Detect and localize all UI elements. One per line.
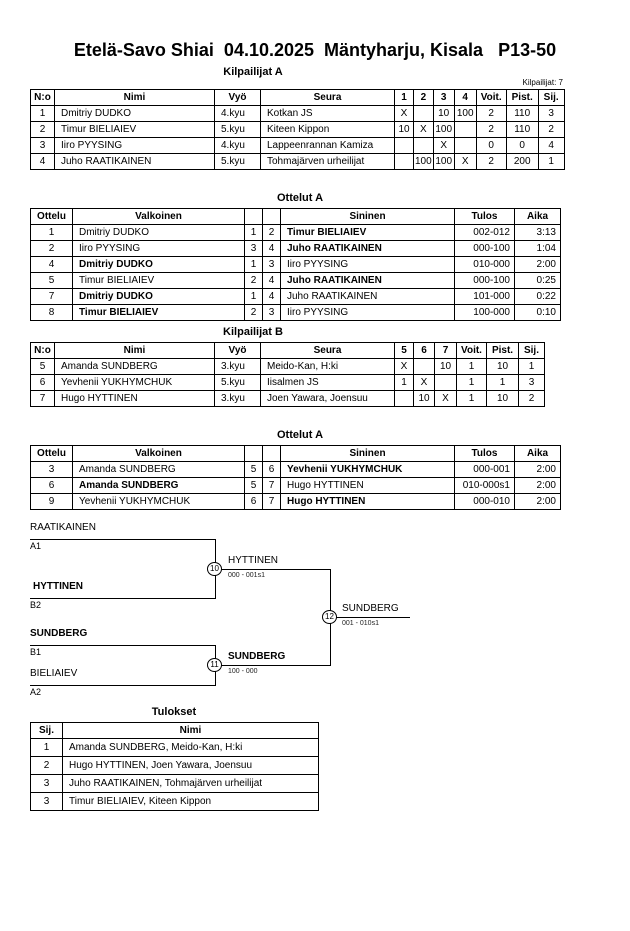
score-vs-4: 100	[454, 106, 476, 122]
result-row	[31, 775, 319, 793]
bracket-line	[215, 665, 330, 666]
white-number: 2	[245, 273, 263, 289]
competitor-rank: 3	[519, 375, 545, 391]
header-row	[31, 90, 565, 106]
score-vs-7: 10	[435, 359, 457, 375]
competitor-club: Iisalmen JS	[261, 375, 395, 391]
bracket-seed-label: A1	[30, 541, 42, 551]
col-header-club: Seura	[261, 343, 395, 359]
col-header-no: N:o	[31, 90, 55, 106]
match-number: 1	[31, 225, 73, 241]
col-header-blue: Sininen	[281, 209, 455, 225]
match-result: 000-001	[455, 462, 515, 478]
match-number: 2	[31, 241, 73, 257]
col-header-belt: Vyö	[215, 343, 261, 359]
results-table	[30, 722, 319, 811]
competitor-points: 110	[506, 106, 538, 122]
score-vs-5	[395, 391, 414, 407]
competitor-points: 110	[506, 122, 538, 138]
bracket-winner-name: HYTTINEN	[228, 555, 278, 566]
col-header-points: Pist.	[487, 343, 519, 359]
match-result: 010-000	[455, 257, 515, 273]
competitor-rank: 1	[519, 359, 545, 375]
result-row	[31, 739, 319, 757]
match-row	[31, 494, 561, 510]
blue-number: 7	[263, 494, 281, 510]
competitor-club: Joen Yawara, Joensuu	[261, 391, 395, 407]
bracket-match-score: 001 - 010s1	[342, 620, 379, 627]
match-row	[31, 305, 561, 321]
white-number: 3	[245, 241, 263, 257]
match-time: 0:22	[515, 289, 561, 305]
competitor-number: 3	[31, 138, 55, 154]
col-header-white-number	[245, 209, 263, 225]
score-vs-2: X	[414, 122, 434, 138]
pool-b-table	[30, 342, 545, 407]
col-header-belt: Vyö	[215, 90, 261, 106]
result-row	[31, 757, 319, 775]
result-rank: 2	[31, 757, 63, 775]
match-row	[31, 462, 561, 478]
competitor-club: Kotkan JS	[261, 106, 395, 122]
col-header-rank: Sij.	[519, 343, 545, 359]
match-row	[31, 257, 561, 273]
competitor-rank: 4	[538, 138, 564, 154]
match-number: 4	[31, 257, 73, 273]
score-vs-5: X	[395, 359, 414, 375]
competitor-row	[31, 375, 545, 391]
competitor-points: 1	[487, 375, 519, 391]
score-vs-2: 100	[414, 154, 434, 170]
col-header-time: Aika	[515, 209, 561, 225]
competitor-rank: 3	[538, 106, 564, 122]
competitor-wins: 1	[457, 359, 487, 375]
competitor-belt: 4.kyu	[215, 106, 261, 122]
section-heading-pool-a: Kilpailijat A	[223, 66, 283, 78]
match-result: 100-000	[455, 305, 515, 321]
blue-number: 7	[263, 478, 281, 494]
col-header-wins: Voit.	[457, 343, 487, 359]
header-row	[31, 209, 561, 225]
blue-competitor: Yevhenii YUKHYMCHUK	[281, 462, 455, 478]
blue-number: 2	[263, 225, 281, 241]
result-name: Hugo HYTTINEN, Joen Yawara, Joensuu	[63, 757, 319, 775]
result-name: Timur BIELIAIEV, Kiteen Kippon	[63, 793, 319, 811]
result-name: Amanda SUNDBERG, Meido-Kan, H:ki	[63, 739, 319, 757]
col-header-rank: Sij.	[538, 90, 564, 106]
match-number-badge: 10	[207, 562, 222, 576]
white-number: 1	[245, 225, 263, 241]
blue-competitor: Hugo HYTTINEN	[281, 494, 455, 510]
bracket-line	[215, 569, 330, 570]
match-number: 3	[31, 462, 73, 478]
blue-competitor: Iiro PYYSING	[281, 305, 455, 321]
col-header-1: 1	[395, 90, 414, 106]
col-header-4: 4	[454, 90, 476, 106]
competitor-row	[31, 391, 545, 407]
match-time: 1:04	[515, 241, 561, 257]
score-vs-3: X	[433, 138, 454, 154]
bracket-slot-name: HYTTINEN	[33, 581, 83, 592]
competitor-points: 10	[487, 391, 519, 407]
white-number: 1	[245, 257, 263, 273]
competitor-rank: 2	[538, 122, 564, 138]
competitor-belt: 5.kyu	[215, 375, 261, 391]
blue-number: 6	[263, 462, 281, 478]
match-row	[31, 241, 561, 257]
competitor-row	[31, 359, 545, 375]
col-header-2: 2	[414, 90, 434, 106]
white-number: 2	[245, 305, 263, 321]
section-heading-pool-b: Kilpailijat B	[223, 326, 283, 338]
col-header-6: 6	[414, 343, 435, 359]
white-competitor: Dmitriy DUDKO	[73, 257, 245, 273]
competitor-club: Meido-Kan, H:ki	[261, 359, 395, 375]
score-vs-2	[414, 138, 434, 154]
competitor-name: Yevhenii YUKHYMCHUK	[55, 375, 215, 391]
result-row	[31, 793, 319, 811]
match-time: 3:13	[515, 225, 561, 241]
bracket-seed-label: B1	[30, 647, 42, 657]
result-rank: 3	[31, 775, 63, 793]
competitors-count: Kilpailijat: 7	[522, 78, 563, 87]
competitor-row	[31, 122, 565, 138]
competitor-belt: 5.kyu	[215, 122, 261, 138]
competitor-row	[31, 138, 565, 154]
score-vs-3: 10	[433, 106, 454, 122]
competitor-number: 6	[31, 375, 55, 391]
pool-a-table	[30, 89, 565, 170]
col-header-white: Valkoinen	[73, 446, 245, 462]
white-competitor: Timur BIELIAIEV	[73, 305, 245, 321]
section-heading-matches-a: Ottelut A	[276, 192, 324, 204]
score-vs-7: X	[435, 391, 457, 407]
match-row	[31, 225, 561, 241]
col-header-match: Ottelu	[31, 209, 73, 225]
competitor-name: Timur BIELIAIEV	[55, 122, 215, 138]
col-header-blue-number	[263, 446, 281, 462]
match-row	[31, 478, 561, 494]
competitor-belt: 4.kyu	[215, 138, 261, 154]
white-competitor: Timur BIELIAIEV	[73, 273, 245, 289]
white-number: 1	[245, 289, 263, 305]
section-heading-results: Tulokset	[151, 706, 197, 718]
bracket-line	[30, 598, 215, 599]
col-header-name: Nimi	[55, 343, 215, 359]
competitor-points: 10	[487, 359, 519, 375]
competitor-belt: 3.kyu	[215, 359, 261, 375]
score-vs-4	[454, 138, 476, 154]
col-header-white: Valkoinen	[73, 209, 245, 225]
bracket-seed-label: B2	[30, 600, 42, 610]
result-rank: 1	[31, 739, 63, 757]
score-vs-6: 10	[414, 391, 435, 407]
bracket-seed-label: A2	[30, 687, 42, 697]
competitor-name: Juho RAATIKAINEN	[55, 154, 215, 170]
white-competitor: Iiro PYYSING	[73, 241, 245, 257]
col-header-result: Tulos	[455, 209, 515, 225]
white-number: 6	[245, 494, 263, 510]
match-row	[31, 273, 561, 289]
match-result: 000-010	[455, 494, 515, 510]
match-time: 2:00	[515, 257, 561, 273]
col-header-7: 7	[435, 343, 457, 359]
match-number: 7	[31, 289, 73, 305]
competitor-rank: 2	[519, 391, 545, 407]
competitor-name: Amanda SUNDBERG	[55, 359, 215, 375]
match-number-badge: 11	[207, 658, 222, 672]
score-vs-2	[414, 106, 434, 122]
col-header-name: Nimi	[63, 723, 319, 739]
matches-a-table	[30, 208, 561, 321]
competitor-points: 0	[506, 138, 538, 154]
bracket-line	[30, 645, 215, 646]
competitor-wins: 2	[476, 122, 506, 138]
score-vs-4: X	[454, 154, 476, 170]
competitor-wins: 1	[457, 375, 487, 391]
page-title: Etelä-Savo Shiai 04.10.2025 Mäntyharju, Kisala P13-50	[73, 40, 557, 60]
col-header-5: 5	[395, 343, 414, 359]
section-heading-matches-b: Ottelut A	[276, 429, 324, 441]
match-number-badge: 12	[322, 610, 337, 624]
score-vs-1	[395, 138, 414, 154]
col-header-blue-number	[263, 209, 281, 225]
col-header-blue: Sininen	[281, 446, 455, 462]
blue-competitor: Timur BIELIAIEV	[281, 225, 455, 241]
competitor-wins: 1	[457, 391, 487, 407]
bracket-line	[30, 539, 215, 540]
col-header-club: Seura	[261, 90, 395, 106]
col-header-name: Nimi	[55, 90, 215, 106]
competitor-number: 5	[31, 359, 55, 375]
bracket-winner-name: SUNDBERG	[228, 651, 286, 662]
shiai-results-sheet	[0, 40, 630, 811]
col-header-match: Ottelu	[31, 446, 73, 462]
score-vs-3: 100	[433, 122, 454, 138]
match-number: 6	[31, 478, 73, 494]
blue-number: 4	[263, 273, 281, 289]
score-vs-1	[395, 154, 414, 170]
competitor-row	[31, 106, 565, 122]
bracket-match-score: 100 - 000	[228, 668, 258, 675]
bracket-line	[330, 617, 410, 618]
bracket-winner-name: SUNDBERG	[342, 603, 399, 614]
competitor-belt: 5.kyu	[215, 154, 261, 170]
match-time: 0:25	[515, 273, 561, 289]
competitor-rank: 1	[538, 154, 564, 170]
blue-number: 3	[263, 305, 281, 321]
competitor-number: 1	[31, 106, 55, 122]
bracket-match-score: 000 - 001s1	[228, 572, 265, 579]
white-competitor: Yevhenii YUKHYMCHUK	[73, 494, 245, 510]
bracket-slot-name: BIELIAIEV	[30, 668, 78, 679]
blue-number: 4	[263, 241, 281, 257]
col-header-points: Pist.	[506, 90, 538, 106]
bracket-slot-name: RAATIKAINEN	[30, 522, 96, 533]
blue-number: 4	[263, 289, 281, 305]
competitor-wins: 2	[476, 106, 506, 122]
match-result: 002-012	[455, 225, 515, 241]
white-competitor: Amanda SUNDBERG	[73, 478, 245, 494]
white-competitor: Amanda SUNDBERG	[73, 462, 245, 478]
competitor-number: 4	[31, 154, 55, 170]
blue-competitor: Hugo HYTTINEN	[281, 478, 455, 494]
medal-bracket	[30, 518, 460, 706]
match-result: 010-000s1	[455, 478, 515, 494]
header-row	[31, 446, 561, 462]
result-rank: 3	[31, 793, 63, 811]
match-result: 101-000	[455, 289, 515, 305]
score-vs-3: 100	[433, 154, 454, 170]
white-number: 5	[245, 462, 263, 478]
score-vs-7	[435, 375, 457, 391]
blue-competitor: Juho RAATIKAINEN	[281, 241, 455, 257]
competitor-row	[31, 154, 565, 170]
competitor-club: Lappeenrannan Kamiza	[261, 138, 395, 154]
score-vs-5: 1	[395, 375, 414, 391]
header-row	[31, 343, 545, 359]
header-row	[31, 723, 319, 739]
competitor-name: Hugo HYTTINEN	[55, 391, 215, 407]
white-competitor: Dmitriy DUDKO	[73, 289, 245, 305]
match-time: 2:00	[515, 494, 561, 510]
match-row	[31, 289, 561, 305]
competitor-name: Dmitriy DUDKO	[55, 106, 215, 122]
bracket-line	[30, 685, 215, 686]
bracket-slot-name: SUNDBERG	[30, 628, 88, 639]
match-time: 2:00	[515, 462, 561, 478]
matches-b-table	[30, 445, 561, 510]
competitor-wins: 0	[476, 138, 506, 154]
col-header-time: Aika	[515, 446, 561, 462]
match-number: 9	[31, 494, 73, 510]
competitor-wins: 2	[476, 154, 506, 170]
match-result: 000-100	[455, 241, 515, 257]
white-competitor: Dmitriy DUDKO	[73, 225, 245, 241]
blue-competitor: Iiro PYYSING	[281, 257, 455, 273]
result-name: Juho RAATIKAINEN, Tohmajärven urheilijat	[63, 775, 319, 793]
score-vs-1: 10	[395, 122, 414, 138]
col-header-rank: Sij.	[31, 723, 63, 739]
blue-number: 3	[263, 257, 281, 273]
score-vs-6: X	[414, 375, 435, 391]
score-vs-4	[454, 122, 476, 138]
match-time: 0:10	[515, 305, 561, 321]
competitor-number: 2	[31, 122, 55, 138]
match-time: 2:00	[515, 478, 561, 494]
white-number: 5	[245, 478, 263, 494]
col-header-3: 3	[433, 90, 454, 106]
blue-competitor: Juho RAATIKAINEN	[281, 289, 455, 305]
col-header-wins: Voit.	[476, 90, 506, 106]
competitor-points: 200	[506, 154, 538, 170]
match-result: 000-100	[455, 273, 515, 289]
score-vs-6	[414, 359, 435, 375]
competitor-club: Kiteen Kippon	[261, 122, 395, 138]
competitor-club: Tohmajärven urheilijat	[261, 154, 395, 170]
score-vs-1: X	[395, 106, 414, 122]
col-header-white-number	[245, 446, 263, 462]
match-number: 8	[31, 305, 73, 321]
competitor-name: Iiro PYYSING	[55, 138, 215, 154]
competitor-belt: 3.kyu	[215, 391, 261, 407]
col-header-result: Tulos	[455, 446, 515, 462]
blue-competitor: Juho RAATIKAINEN	[281, 273, 455, 289]
competitor-number: 7	[31, 391, 55, 407]
col-header-no: N:o	[31, 343, 55, 359]
match-number: 5	[31, 273, 73, 289]
